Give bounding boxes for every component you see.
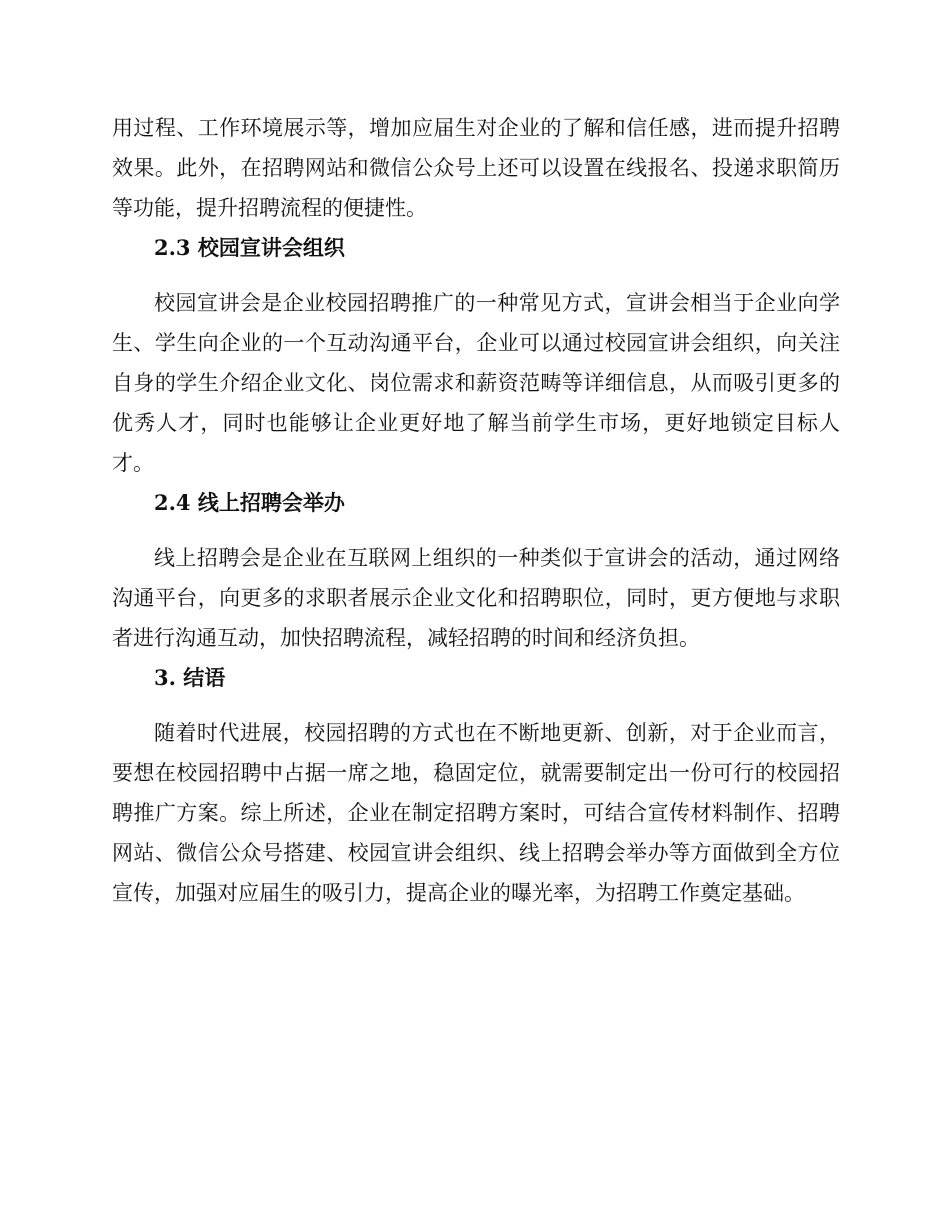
paragraph-conclusion: 随着时代进展，校园招聘的方式也在不断地更新、创新，对于企业而言，要想在校园招聘中占据一席之地，稳固定位，就需要制定出一份可行的校园招聘推广方案。综上所述，企业在制定招聘方案时，可结合宣传材料制作、招聘网站、微信公众号搭建、校园宣讲会组织、线上招聘会举办等方面做到全方位宣传，加强对应届生的吸引力，提高企业的曝光率，为招聘工作奠定基础。 <box>112 721 840 905</box>
paragraph-online-job-fair: 线上招聘会是企业在互联网上组织的一种类似于宣讲会的活动，通过网络沟通平台，向更多的求职者展示企业文化和招聘职位，同时，更方便地与求职者进行沟通互动，加快招聘流程，减轻招聘的时间和经济负担。 <box>112 546 840 650</box>
paragraph-continuation: 用过程、工作环境展示等，增加应届生对企业的了解和信任感，进而提升招聘效果。此外，在招聘网站和微信公众号上还可以设置在线报名、投递求职简历等功能，提升招聘流程的便捷性。 <box>112 116 840 220</box>
paragraph-campus-presentation: 校园宣讲会是企业校园招聘推广的一种常见方式，宣讲会相当于企业向学生、学生向企业的一个互动沟通平台，企业可以通过校园宣讲会组织，向关注自身的学生介绍企业文化、岗位需求和薪资范畴等详细信息，从而吸引更多的优秀人才，同时也能够让企业更好地了解当前学生市场，更好地锁定目标人才。 <box>112 291 840 475</box>
section-heading-2-4: 2.4 线上招聘会举办 <box>154 490 345 515</box>
section-heading-conclusion: 3. 结语 <box>154 665 226 690</box>
section-heading-2-3: 2.3 校园宣讲会组织 <box>154 235 345 260</box>
